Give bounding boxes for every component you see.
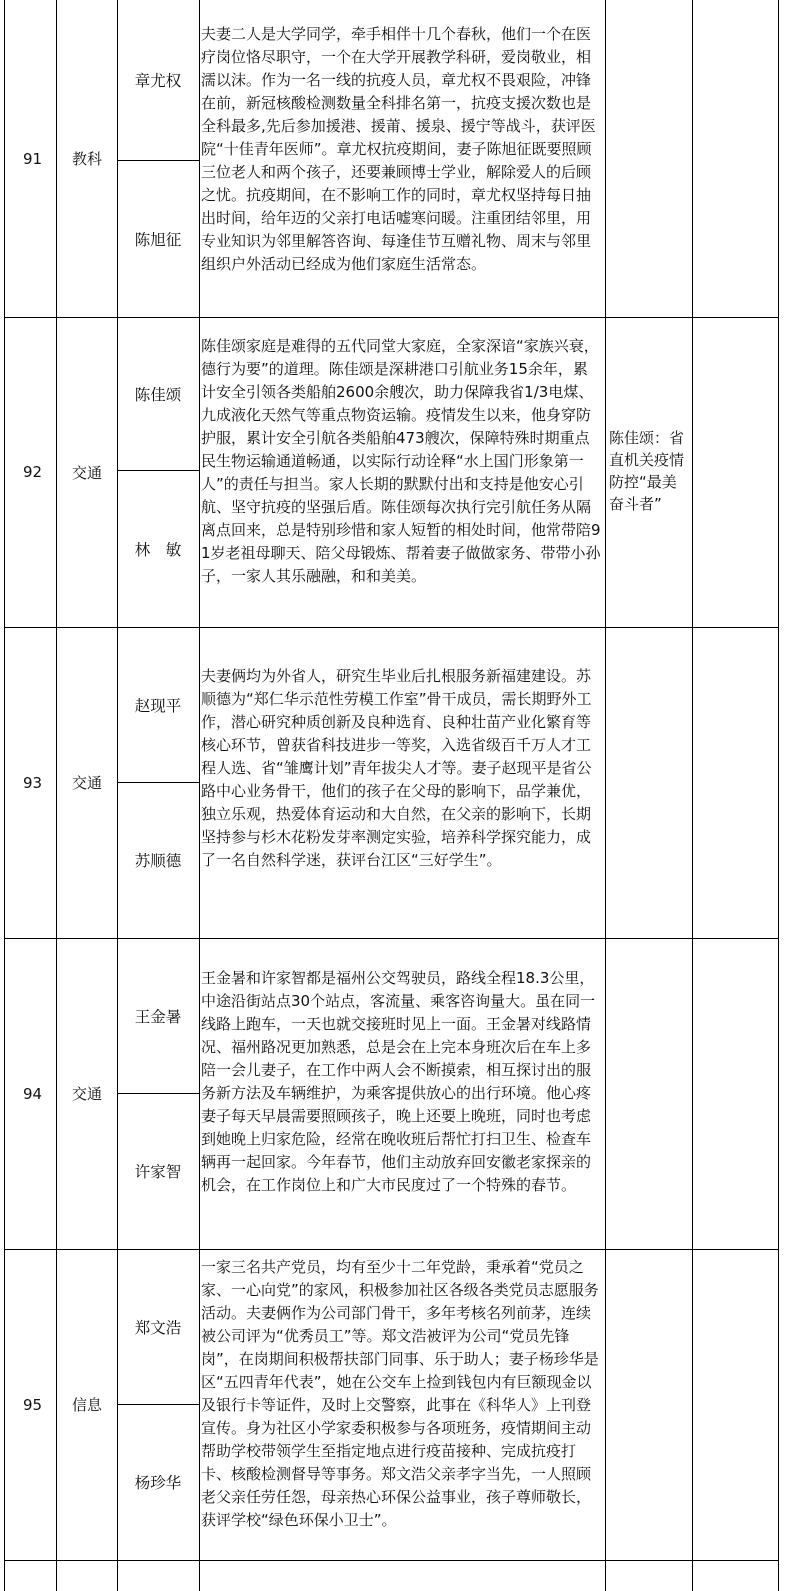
member-name: 赵现平 [134, 696, 182, 715]
member-name: 郑文浩 [134, 1318, 182, 1337]
member-name: 杨珍华 [134, 1474, 182, 1492]
table-row [0, 938, 801, 1249]
row-category: 交通 [71, 463, 102, 482]
table-row [0, 627, 801, 938]
member-name: 章尤权 [134, 72, 182, 90]
family-description: 陈佳颂家庭是难得的五代同堂大家庭，全家深谙“家族兴衰，德行为要”的道理。陈佳颂是深耕港口引航业务15余年，累计安全引领各类船舶2600余艘次，助力保障我省1/3电煤、九成液化天然气等重点物资运输。疫情发生以来，他身穿防护服，累计安全引航各类船舶473艘次，保障特殊时期重点民生物运输通道畅通，以实际行动诠释“水上国门形象第一人”的责任与担当。家人长期的默默付出和支持是他安心引航、坚守抗疫的坚强后盾。陈佳颂每次执行完引航任务从隔离点回来，总是特别珍惜和家人短暂的相处时间，他常带陪91岁老祖母聊天、陪父母锻炼、帮着妻子做做家务、带带小孙子，一家人其乐融融，和和美美。 [201, 337, 601, 585]
member-name: 王金暑 [134, 1007, 182, 1026]
family-description: 夫妻二人是大学同学，牵手相伴十几个春秋，他们一个在医疗岗位恪尽职守，一个在大学开展教学科研，爱岗敬业，相濡以沫。作为一名一线的抗疫人员，章尤权不畏艰险，冲锋在前，新冠核酸检测数量全科排名第一，抗疫支援次数也是全科最多,先后参加援港、援莆、援泉、援宁等战斗，获评医院“十佳青年医师”。章尤权抗疫期间，妻子陈旭征既要照顾三位老人和两个孩子，还要兼顾博士学业，解除爱人的后顾之忧。抗疫期间，在不影响工作的同时，章尤权坚持每日抽出时间，给年迈的父亲打电话嘘寒问暖。注重团结邻里，用专业知识为邻里解答咨询、每逢佳节互赠礼物、周末与邻里组织户外活动已经成为他们家庭生活常态。 [201, 25, 596, 273]
row-category: 信息 [71, 1396, 102, 1414]
member-name: 许家智 [134, 1163, 182, 1181]
row-category: 教科 [71, 150, 102, 168]
row-number: 94 [22, 1084, 43, 1103]
row-number: 95 [22, 1395, 43, 1414]
table-row [0, 0, 801, 317]
row-category: 交通 [71, 774, 102, 792]
row-number: 91 [22, 149, 43, 168]
family-description: 王金暑和许家智都是福州公交驾驶员，路线全程18.3公里，中途沿街站点30个站点，客流量、乘客咨询量大。虽在同一线路上跑车，一天也就交接班时见上一面。王金暑对线路情况、福州路况更加熟悉，总是会在上完本身班次后在车上多陪一会儿妻子，在工作中两人会不断摸索，相互探讨出的服务新方法及车辆维护，为乘客提供放心的出行环境。他心疼妻子每天早晨需要照顾孩子，晚上还要上晚班，同时也考虑到她晚上归家危险，经常在晚收班后帮忙打扫卫生、检查车辆再一起回家。今年春节，他们主动放弃回安徽老家探亲的机会，在工作岗位上和广大市民度过了一个特殊的春节。 [201, 969, 596, 1194]
family-description: 夫妻俩均为外省人，研究生毕业后扎根服务新福建建设。苏顺德为“郑仁华示范性劳模工作室”骨干成员，需长期野外工作，潜心研究种质创新及良种选育、良种壮苗产业化繁育等核心环节，曾获省科技进步一等奖，入选省级百千万人才工程人选、省“雏鹰计划”青年拔尖人才等。妻子赵现平是省公路中心业务骨干，他们的孩子在父母的影响下，品学兼优，独立乐观，热爱体育运动和大自然，在父亲的影响下，长期坚持参与杉木花粉发芽率测定实验，培养科学探究能力，成了一名自然科学迷，获评台江区“三好学生”。 [201, 667, 592, 869]
row-category: 交通 [71, 1085, 102, 1103]
honor-note: 陈佳颂：省直机关疫情防控“最美奋斗者” [609, 429, 685, 513]
table-row [0, 317, 801, 627]
member-name: 林 敏 [134, 540, 182, 559]
row-number: 92 [22, 463, 43, 481]
member-name: 苏顺德 [134, 852, 182, 870]
family-description: 一家三名共产党员，均有至少十二年党龄，秉承着“党员之家、一心向党”的家风，积极参加社区各级各类党员志愿服务活动。夫妻俩作为公司部门骨干，多年考核名列前茅，连续被公司评为“优秀员工”等。郑文浩被评为公司“党员先锋岗”，在岗期间积极帮扶部门同事、乐于助人；妻子杨珍华是区“五四青年代表”，她在公交车上捡到钱包内有巨额现金以及银行卡等证件，及时上交警察，此事在《科华人》上刊登宣传。身为社区小学家委积极参与各项班务，疫情期间主动帮助学校带领学生至指定地点进行疫苗接种、完成抗疫打卡、核酸检测督导等事务。郑文浩父亲孝字当先，一人照顾老父亲任劳任怨，母亲热心环保公益事业，孩子尊师敬长，获评学校“绿色环保小卫士”。 [201, 1258, 599, 1529]
row-divider [4, 1560, 779, 1561]
member-name: 陈旭征 [134, 230, 182, 249]
table-row [0, 1249, 801, 1560]
member-name: 陈佳颂 [134, 385, 182, 404]
row-number: 93 [22, 773, 43, 792]
